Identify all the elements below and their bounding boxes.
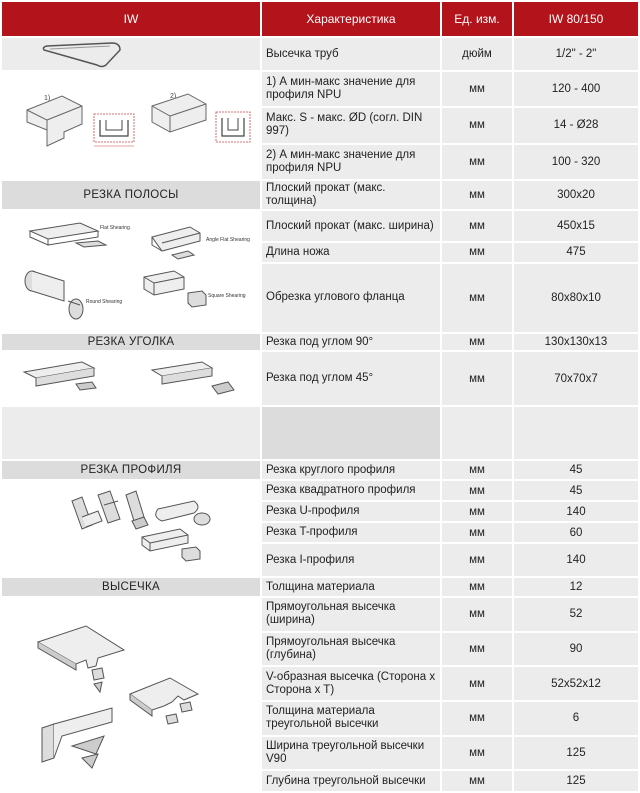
row-value: 60 bbox=[514, 523, 638, 542]
row-unit: мм bbox=[442, 702, 512, 735]
row-name: Толщина материала треугольной высечки bbox=[262, 702, 440, 735]
row-name: Плоский прокат (макс. ширина) bbox=[262, 211, 440, 241]
row-value: 70x70x7 bbox=[514, 352, 638, 405]
table-row bbox=[2, 211, 638, 241]
row-value: 120 - 400 bbox=[514, 72, 638, 106]
table-row bbox=[2, 72, 638, 106]
empty-row bbox=[2, 407, 638, 459]
table-row bbox=[2, 352, 638, 405]
row-unit: мм bbox=[442, 334, 512, 350]
header-row bbox=[2, 2, 638, 36]
row-value: 45 bbox=[514, 481, 638, 500]
row-value: 125 bbox=[514, 737, 638, 770]
section-title-strip: РЕЗКА ПОЛОСЫ bbox=[2, 181, 260, 209]
row-name: Резка I-профиля bbox=[262, 544, 440, 576]
row-unit: мм bbox=[442, 181, 512, 209]
row-name: Глубина треугольной высечки bbox=[262, 771, 440, 791]
row-name: Макс. S - макс. ØD (согл. DIN 997) bbox=[262, 108, 440, 142]
row-name: V-образная высечка (Сторона x Сторона x T) bbox=[262, 667, 440, 700]
row-unit: мм bbox=[442, 243, 512, 262]
row-name: 2) А мин-макс значение для профиля NPU bbox=[262, 145, 440, 179]
row-unit: мм bbox=[442, 264, 512, 332]
header-characteristic: Характеристика bbox=[262, 2, 440, 36]
row-unit: мм bbox=[442, 544, 512, 576]
label-flat: Flat Shearing bbox=[100, 225, 130, 231]
angle-cut-image bbox=[2, 352, 260, 405]
label-angle-flat: Angle Flat Shearing bbox=[206, 237, 250, 243]
row-unit: мм bbox=[442, 352, 512, 405]
row-unit: мм bbox=[442, 771, 512, 791]
row-unit: мм bbox=[442, 633, 512, 666]
row-name: Резка круглого профиля bbox=[262, 461, 440, 479]
row-name: Толщина материала bbox=[262, 578, 440, 596]
row-unit: мм bbox=[442, 72, 512, 106]
row-name: Резка U-профиля bbox=[262, 502, 440, 521]
table-row bbox=[2, 38, 638, 70]
pipe-notch-image bbox=[2, 38, 260, 70]
row-name: Прямоугольная высечка (ширина) bbox=[262, 598, 440, 631]
row-unit: дюйм bbox=[442, 38, 512, 70]
label-1: 1) bbox=[44, 95, 51, 102]
row-name: Высечка труб bbox=[262, 38, 440, 70]
label-square: Square Shearing bbox=[208, 293, 246, 299]
row-unit: мм bbox=[442, 667, 512, 700]
row-name: Плоский прокат (макс. толщина) bbox=[262, 181, 440, 209]
row-unit: мм bbox=[442, 145, 512, 179]
row-value: 125 bbox=[514, 771, 638, 791]
row-unit: мм bbox=[442, 108, 512, 142]
table-row bbox=[2, 481, 638, 500]
row-value: 140 bbox=[514, 502, 638, 521]
row-name: 1) А мин-макс значение для профиля NPU bbox=[262, 72, 440, 106]
section-title-angle: РЕЗКА УГОЛКА bbox=[2, 334, 260, 350]
notching-image bbox=[2, 598, 260, 791]
profile-cut-image bbox=[2, 481, 260, 576]
row-value: 12 bbox=[514, 578, 638, 596]
table-row bbox=[2, 578, 638, 596]
header-model: IW 80/150 bbox=[514, 2, 638, 36]
row-name: Длина ножа bbox=[262, 243, 440, 262]
section-title-profile: РЕЗКА ПРОФИЛЯ bbox=[2, 461, 260, 479]
row-value: 140 bbox=[514, 544, 638, 576]
label-2: 2) bbox=[170, 93, 177, 100]
row-name: Ширина треугольной высечки V90 bbox=[262, 737, 440, 770]
row-value: 45 bbox=[514, 461, 638, 479]
row-unit: мм bbox=[442, 461, 512, 479]
section-title-notch: ВЫСЕЧКА bbox=[2, 578, 260, 596]
row-name: Резка под углом 45° bbox=[262, 352, 440, 405]
row-value: 450x15 bbox=[514, 211, 638, 241]
row-unit: мм bbox=[442, 737, 512, 770]
row-unit: мм bbox=[442, 578, 512, 596]
row-unit: мм bbox=[442, 481, 512, 500]
row-value: 6 bbox=[514, 702, 638, 735]
profile-npu-image bbox=[2, 72, 260, 179]
header-unit: Ед. изм. bbox=[442, 2, 512, 36]
row-name: Резка квадратного профиля bbox=[262, 481, 440, 500]
row-value: 130x130x13 bbox=[514, 334, 638, 350]
table-row bbox=[2, 181, 638, 209]
row-value: 80x80x10 bbox=[514, 264, 638, 332]
row-value: 100 - 320 bbox=[514, 145, 638, 179]
row-unit: мм bbox=[442, 502, 512, 521]
row-name: Резка T-профиля bbox=[262, 523, 440, 542]
header-iw: IW bbox=[2, 2, 260, 36]
table-row bbox=[2, 334, 638, 350]
row-value: 300x20 bbox=[514, 181, 638, 209]
row-value: 1/2" - 2" bbox=[514, 38, 638, 70]
row-value: 52 bbox=[514, 598, 638, 631]
strip-shearing-image bbox=[2, 211, 260, 332]
row-name: Прямоугольная высечка (глубина) bbox=[262, 633, 440, 666]
table-row bbox=[2, 598, 638, 631]
row-name: Обрезка углового фланца bbox=[262, 264, 440, 332]
row-name: Резка под углом 90° bbox=[262, 334, 440, 350]
row-unit: мм bbox=[442, 211, 512, 241]
row-value: 475 bbox=[514, 243, 638, 262]
row-value: 52x52x12 bbox=[514, 667, 638, 700]
table-row bbox=[2, 461, 638, 479]
row-unit: мм bbox=[442, 523, 512, 542]
row-value: 90 bbox=[514, 633, 638, 666]
label-round: Round Shearing bbox=[86, 299, 123, 305]
row-value: 14 - Ø28 bbox=[514, 108, 638, 142]
row-unit: мм bbox=[442, 598, 512, 631]
